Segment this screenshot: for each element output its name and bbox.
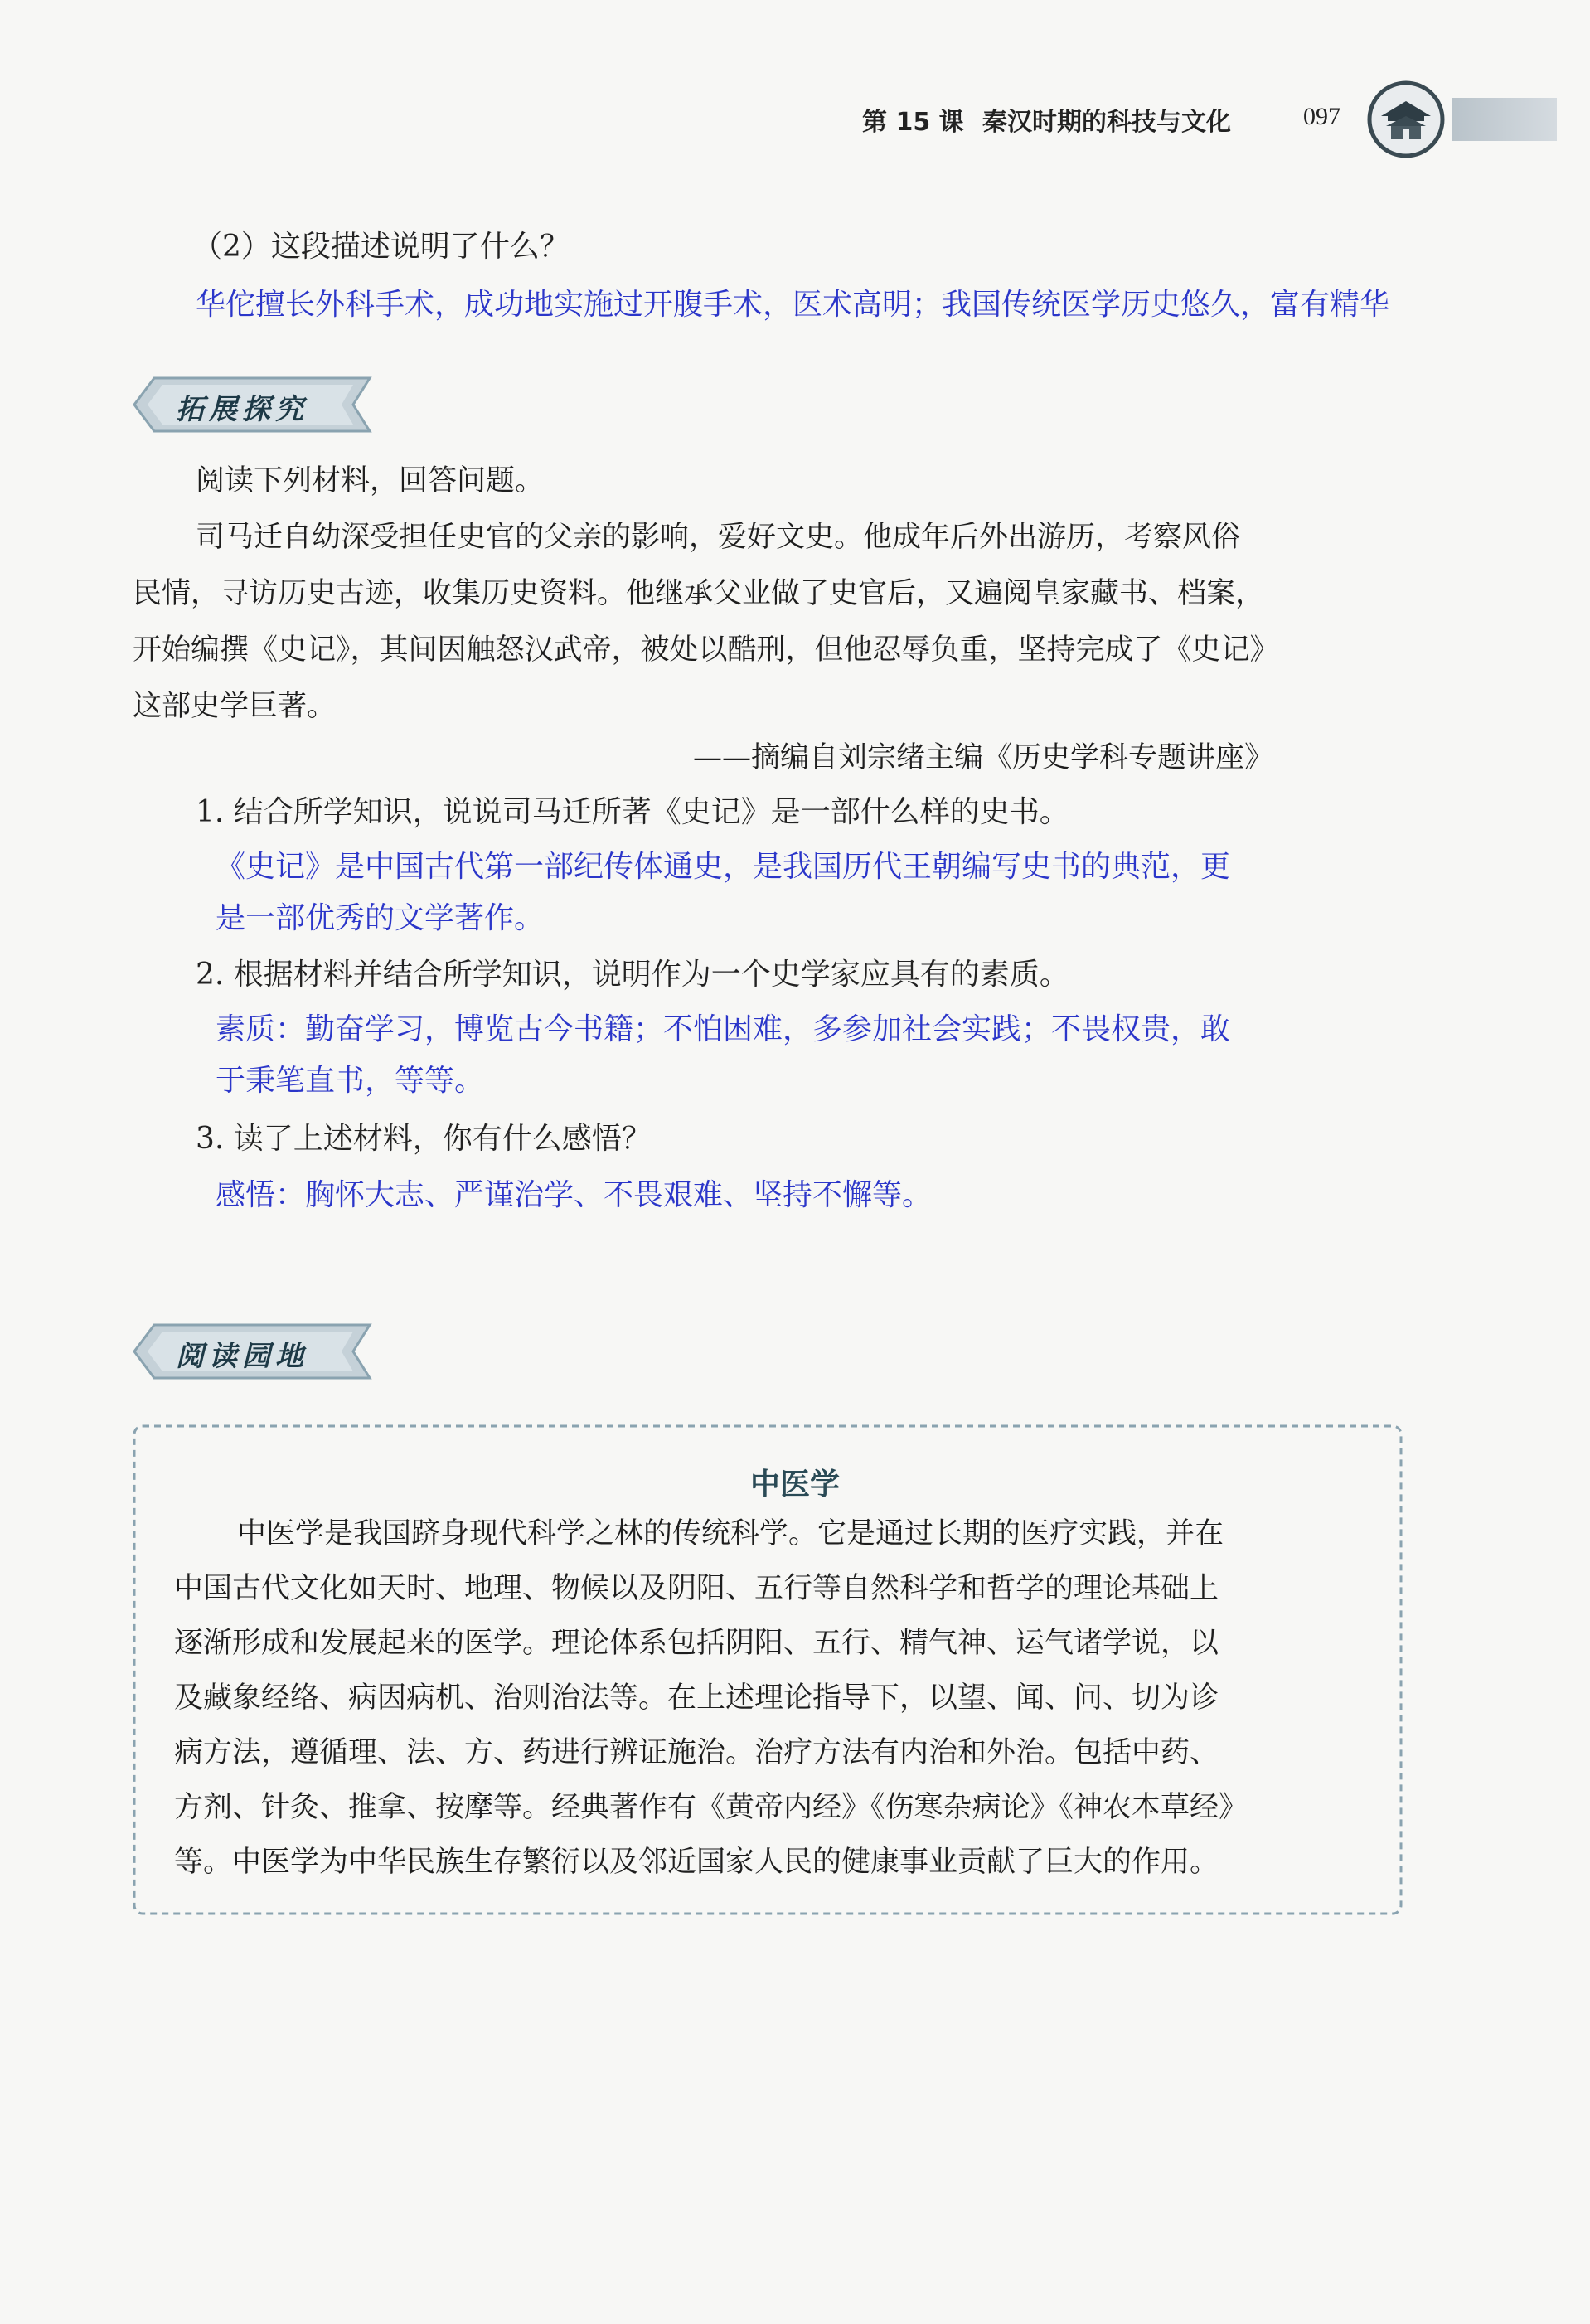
reading-line: 逐渐形成和发展起来的医学。理论体系包括阴阳、五行、精气神、运气诸学说，以 [174,1627,1219,1660]
answer-1-line: 是一部优秀的文学著作。 [216,901,545,935]
header-decoration-bar [1452,98,1557,141]
reading-line: 及藏象经络、病因病机、治则治法等。在上述理论指导下，以望、闻、问、切为诊 [174,1681,1219,1715]
page-number: 097 [1303,103,1340,130]
prev-question-answer: 华佗擅长外科手术，成功地实施过开腹手术，医术高明；我国传统医学历史悠久，富有精华 [196,288,1390,322]
reading-line: 等。中医学为中华民族生存繁衍以及邻近国家人民的健康事业贡献了巨大的作用。 [174,1846,1219,1879]
passage-line: 民情，寻访历史古迹，收集历史资料。他继承父业做了史官后，又遍阅皇家藏书、档案， [133,577,1265,610]
answer-2-line: 于秉笔直书，等等。 [216,1064,485,1098]
palace-emblem-icon [1366,80,1446,159]
extension-banner-title: 拓展探究 [176,393,308,426]
answer-1-line: 《史记》是中国古代第一部纪传体通史，是我国历代王朝编写史书的典范，更 [216,850,1231,884]
reading-banner-title: 阅读园地 [176,1340,308,1373]
passage-line: 这部史学巨著。 [133,690,337,723]
passage-source: ——摘编自刘宗绪主编《历史学科专题讲座》 [693,741,1274,774]
reading-title: 中医学 [749,1468,840,1502]
answer-3-line: 感悟：胸怀大志、严谨治学、不畏艰难、坚持不懈等。 [216,1178,933,1212]
lesson-title: 秦汉时期的科技与文化 [982,108,1231,137]
passage-line: 司马迁自幼深受担任史官的父亲的影响，爱好文史。他成年后外出游历，考察风俗 [196,521,1241,554]
reading-line: 中医学是我国跻身现代科学之林的传统科学。它是通过长期的医疗实践，并在 [237,1517,1224,1550]
passage-line: 开始编撰《史记》，其间因触怒汉武帝，被处以酷刑，但他忍辱负重，坚持完成了《史记》 [133,633,1279,667]
reading-line: 中国古代文化如天时、地理、物候以及阴阳、五行等自然科学和哲学的理论基础上 [174,1572,1219,1605]
question-1: 1. 结合所学知识，说说司马迁所著《史记》是一部什么样的史书。 [196,795,1069,829]
reading-line: 病方法，遵循理、法、方、药进行辨证施治。治疗方法有内治和外治。包括中药、 [174,1736,1219,1769]
question-3: 3. 读了上述材料，你有什么感悟？ [196,1122,652,1156]
extension-intro: 阅读下列材料，回答问题。 [196,464,545,497]
answer-2-line: 素质：勤奋学习，博览古今书籍；不怕困难，多参加社会实践；不畏权贵，敢 [216,1012,1231,1046]
reading-line: 方剂、针灸、推拿、按摩等。经典著作有《黄帝内经》《伤寒杂病论》《神农本草经》 [174,1791,1248,1824]
lesson-number: 第 15 课 [862,108,964,137]
prev-question-label: （2）这段描述说明了什么？ [192,230,570,264]
question-2: 2. 根据材料并结合所学知识，说明作为一个史学家应具有的素质。 [196,958,1069,992]
